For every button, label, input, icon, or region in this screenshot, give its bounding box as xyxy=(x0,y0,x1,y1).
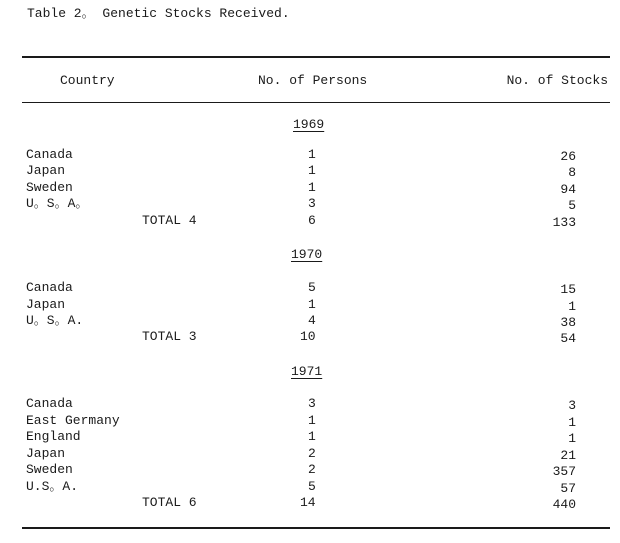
section-year: 1970 xyxy=(291,247,323,262)
row-country: U。S。A. xyxy=(26,313,84,328)
row-country: U。S。A。 xyxy=(26,196,89,211)
row-persons: 3 xyxy=(308,196,316,211)
row-stocks: 1 xyxy=(568,415,576,430)
row-persons: 1 xyxy=(308,429,316,444)
row-country: Japan xyxy=(26,297,66,312)
row-country: Sweden xyxy=(26,180,73,195)
row-country: Canada xyxy=(26,147,73,162)
header-persons: No. of Persons xyxy=(258,73,368,88)
row-stocks: 57 xyxy=(560,481,576,496)
total-stocks: 440 xyxy=(552,497,576,512)
total-stocks: 133 xyxy=(552,215,576,230)
header-country: Country xyxy=(60,73,115,88)
row-country: Canada xyxy=(26,396,73,411)
row-persons: 1 xyxy=(308,180,316,195)
total-label: TOTAL 3 xyxy=(142,329,197,344)
row-persons: 1 xyxy=(308,163,316,178)
row-country: Sweden xyxy=(26,462,73,477)
row-stocks: 26 xyxy=(560,149,576,164)
row-country: England xyxy=(26,429,81,444)
row-persons: 1 xyxy=(308,413,316,428)
row-persons: 5 xyxy=(308,280,316,295)
table-title: Table 2。 Genetic Stocks Received. xyxy=(27,6,290,21)
row-persons: 2 xyxy=(308,462,316,477)
total-label: TOTAL 6 xyxy=(142,495,197,510)
row-stocks: 8 xyxy=(568,165,576,180)
row-country: East Germany xyxy=(26,413,120,428)
row-stocks: 94 xyxy=(560,182,576,197)
row-persons: 1 xyxy=(308,147,316,162)
row-stocks: 38 xyxy=(560,315,576,330)
section-year: 1971 xyxy=(291,364,323,379)
total-persons: 10 xyxy=(300,329,316,344)
total-persons: 14 xyxy=(300,495,316,510)
row-stocks: 357 xyxy=(552,464,576,479)
header-stocks: No. of Stocks xyxy=(506,73,608,88)
section-year: 1969 xyxy=(293,117,325,132)
row-country: Japan xyxy=(26,446,66,461)
row-stocks: 5 xyxy=(568,198,576,213)
row-country: Japan xyxy=(26,163,66,178)
row-persons: 5 xyxy=(308,479,316,494)
row-stocks: 1 xyxy=(568,299,576,314)
bottom-rule xyxy=(22,527,610,529)
row-stocks: 15 xyxy=(560,282,576,297)
row-persons: 4 xyxy=(308,313,316,328)
total-persons: 6 xyxy=(308,213,316,228)
row-persons: 2 xyxy=(308,446,316,461)
row-stocks: 1 xyxy=(568,431,576,446)
row-stocks: 3 xyxy=(568,398,576,413)
header-rule xyxy=(22,102,610,103)
row-persons: 3 xyxy=(308,396,316,411)
top-rule xyxy=(22,56,610,58)
row-persons: 1 xyxy=(308,297,316,312)
total-stocks: 54 xyxy=(560,331,576,346)
total-label: TOTAL 4 xyxy=(142,213,197,228)
row-country: Canada xyxy=(26,280,73,295)
row-stocks: 21 xyxy=(560,448,576,463)
row-country: U.S。A. xyxy=(26,479,79,494)
